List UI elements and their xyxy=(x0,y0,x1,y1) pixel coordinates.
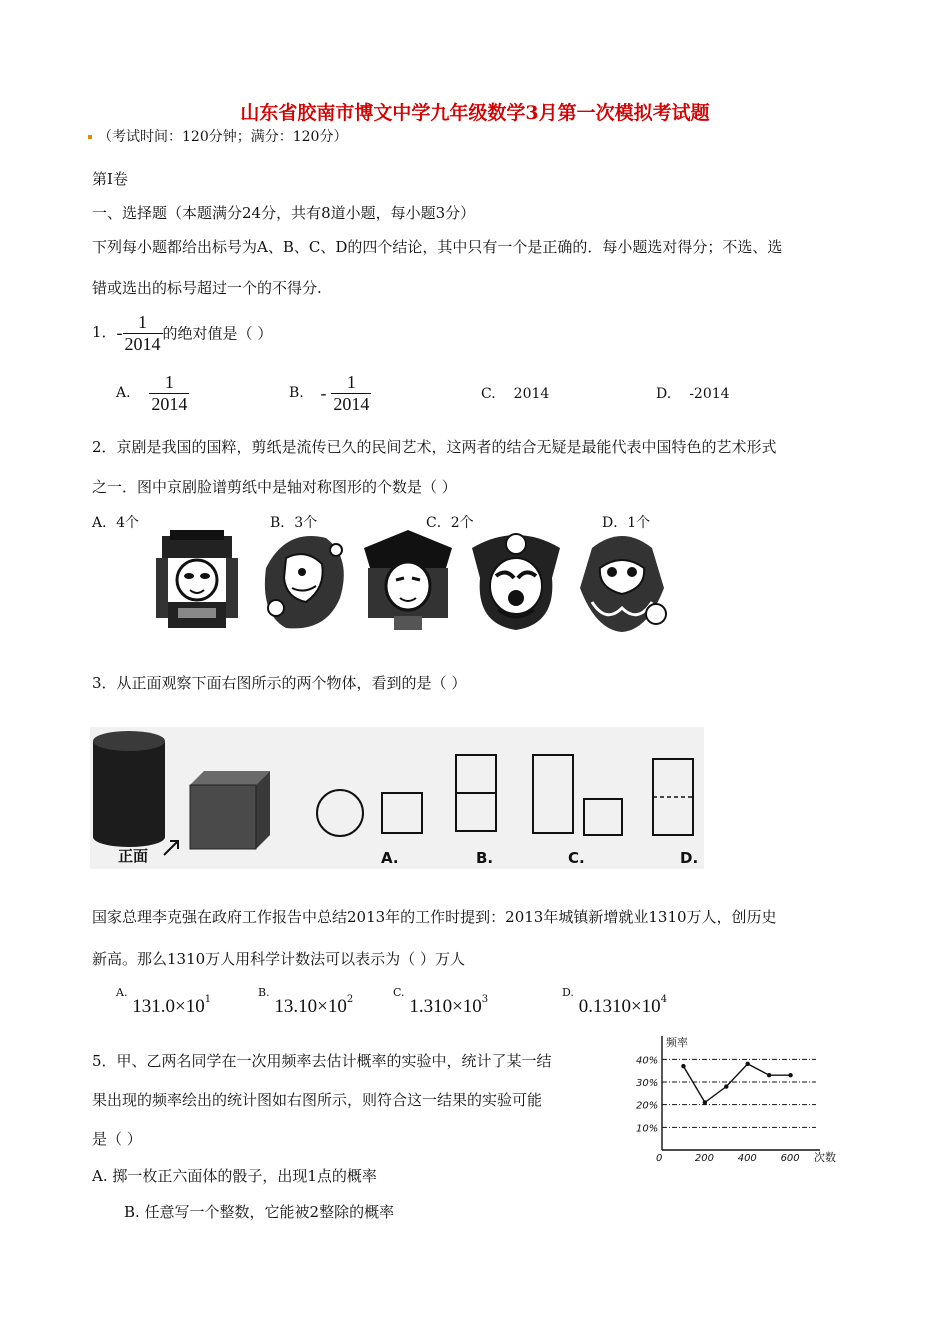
q4-b-value: 13.10×10 xyxy=(274,996,347,1017)
q1-stem: 的绝对值是（ ） xyxy=(162,324,273,343)
q1-frac-num: 1 xyxy=(123,312,163,334)
q1-option-a[interactable] xyxy=(116,372,189,414)
data-point xyxy=(746,1062,750,1066)
q5-line-2: 果出现的频率绘出的统计图如右图所示，则符合这一结果的实验可能 xyxy=(92,1091,543,1109)
option-c-label: C. xyxy=(568,849,585,867)
q1-option-b[interactable] xyxy=(289,372,371,414)
q1-a-label: A. xyxy=(116,385,131,402)
q5-line-1: 5．甲、乙两名同学在一次用频率去估计概率的实验中，统计了某一结 xyxy=(92,1052,552,1070)
y-tick-label: 40% xyxy=(636,1055,659,1067)
opera-masks-image xyxy=(148,528,668,634)
option-a-label: A. xyxy=(381,849,399,867)
x-tick-label: 600 xyxy=(780,1153,800,1164)
section-heading: 一、选择题（本题满分24分，共有8道小题，每小题3分） xyxy=(92,204,476,222)
y-tick-label: 10% xyxy=(636,1123,659,1135)
page-title: 山东省胶南市博文中学九年级数学3月第一次模拟考试题 xyxy=(240,102,710,124)
x-tick-label: 200 xyxy=(694,1153,714,1164)
q4-b-label: B. xyxy=(258,986,270,999)
q1-frac-den: 2014 xyxy=(124,333,161,354)
q5-line-3: 是（ ） xyxy=(92,1130,142,1148)
x-tick-label: 0 xyxy=(656,1153,663,1164)
q1-b-fraction xyxy=(331,372,371,414)
instruction-line-1: 下列每小题都给出标号为A、B、C、D的四个结论，其中只有一个是正确的．每小题选对得分；不选、选 xyxy=(92,238,783,256)
chart-y-label: 频率 xyxy=(666,1036,688,1049)
q4-line-1: 国家总理李克强在政府工作报告中总结2013年的工作时提到：2013年城镇新增就业1310万人，创历史 xyxy=(92,908,777,926)
data-point xyxy=(703,1100,707,1104)
q1-b-label: B. xyxy=(289,385,304,402)
q3-stem: 3．从正面观察下面右图所示的两个物体，看到的是（ ） xyxy=(92,674,467,692)
opera-mask-4 xyxy=(472,534,560,630)
frequency-chart xyxy=(628,1030,836,1164)
q4-option-c[interactable] xyxy=(393,986,489,1017)
option-d-label: D. xyxy=(680,849,699,867)
q1-option-c[interactable] xyxy=(481,386,549,402)
opera-mask-3 xyxy=(364,530,452,630)
q4-c-exponent: 3 xyxy=(481,994,489,1005)
q1-b-minus: - xyxy=(320,382,327,403)
q1-d-value: -2014 xyxy=(689,386,730,402)
q1-fraction xyxy=(123,312,163,354)
q4-a-label: A. xyxy=(116,986,128,999)
front-label: 正面 xyxy=(118,847,149,865)
q2-line-2: 之一．图中京剧脸谱剪纸中是轴对称图形的个数是（ ） xyxy=(92,478,457,496)
q4-d-value: 0.1310×10 xyxy=(578,996,661,1017)
question-1 xyxy=(92,312,272,354)
data-point xyxy=(724,1084,728,1088)
q4-a-value: 131.0×10 xyxy=(132,996,205,1017)
chart-series-line xyxy=(683,1064,790,1103)
cube-icon xyxy=(190,771,270,849)
q4-option-b[interactable] xyxy=(258,986,354,1017)
q4-c-label: C. xyxy=(393,986,405,999)
cylinder-icon xyxy=(93,731,165,847)
option-b-label: B. xyxy=(476,849,494,867)
q1-c-value: 2014 xyxy=(513,386,550,402)
data-point xyxy=(681,1064,685,1068)
exam-info xyxy=(88,126,347,146)
q4-option-d[interactable] xyxy=(562,986,668,1017)
opera-mask-2 xyxy=(265,536,344,628)
data-point xyxy=(788,1073,792,1077)
q1-c-label: C. xyxy=(481,386,496,402)
q2-option-a[interactable]: A．4个 xyxy=(92,515,140,531)
q1-option-d[interactable] xyxy=(656,386,730,402)
data-point xyxy=(767,1073,771,1077)
q5-option-b[interactable]: B. 任意写一个整数，它能被2整除的概率 xyxy=(124,1203,395,1221)
q1-b-num: 1 xyxy=(331,372,371,394)
q4-b-exponent: 2 xyxy=(346,994,354,1005)
q1-b-den: 2014 xyxy=(333,393,370,414)
q1-a-num: 1 xyxy=(149,372,189,394)
q1-minus: - xyxy=(116,322,123,343)
q4-d-exponent: 4 xyxy=(660,994,668,1005)
volume-label: 第Ⅰ卷 xyxy=(92,170,128,188)
q4-c-value: 1.310×10 xyxy=(409,996,482,1017)
opera-mask-5 xyxy=(580,536,666,632)
q2-option-b[interactable]: B．3个 xyxy=(270,515,318,531)
opera-mask-1 xyxy=(156,530,238,628)
q4-d-label: D. xyxy=(562,986,574,999)
x-tick-label: 400 xyxy=(737,1153,757,1164)
q2-line-1: 2．京剧是我国的国粹，剪纸是流传已久的民间艺术，这两者的结合无疑是最能代表中国特色的艺术形式 xyxy=(92,438,777,456)
y-tick-label: 20% xyxy=(636,1100,659,1112)
q1-a-fraction xyxy=(149,372,189,414)
chart-x-label: 次数 xyxy=(814,1151,836,1164)
q4-option-a[interactable] xyxy=(116,986,212,1017)
q4-a-exponent: 1 xyxy=(204,994,212,1005)
instruction-line-2: 错或选出的标号超过一个的不得分. xyxy=(92,279,322,297)
q2-option-c[interactable]: C．2个 xyxy=(426,515,474,531)
q1-d-label: D. xyxy=(656,386,672,402)
q1-a-den: 2014 xyxy=(151,393,188,414)
q4-line-2: 新高。那么1310万人用科学计数法可以表示为（ ）万人 xyxy=(92,950,465,968)
exam-info-text: （考试时间：120分钟；满分：120分） xyxy=(98,129,348,145)
y-tick-label: 30% xyxy=(636,1078,659,1089)
q3-figure xyxy=(90,727,704,869)
q2-option-d[interactable]: D．1个 xyxy=(602,515,651,531)
q5-option-a[interactable]: A. 掷一枚正六面体的骰子，出现1点的概率 xyxy=(92,1167,377,1185)
q1-number: 1． xyxy=(92,323,117,342)
anchor-mark-icon xyxy=(88,135,92,139)
